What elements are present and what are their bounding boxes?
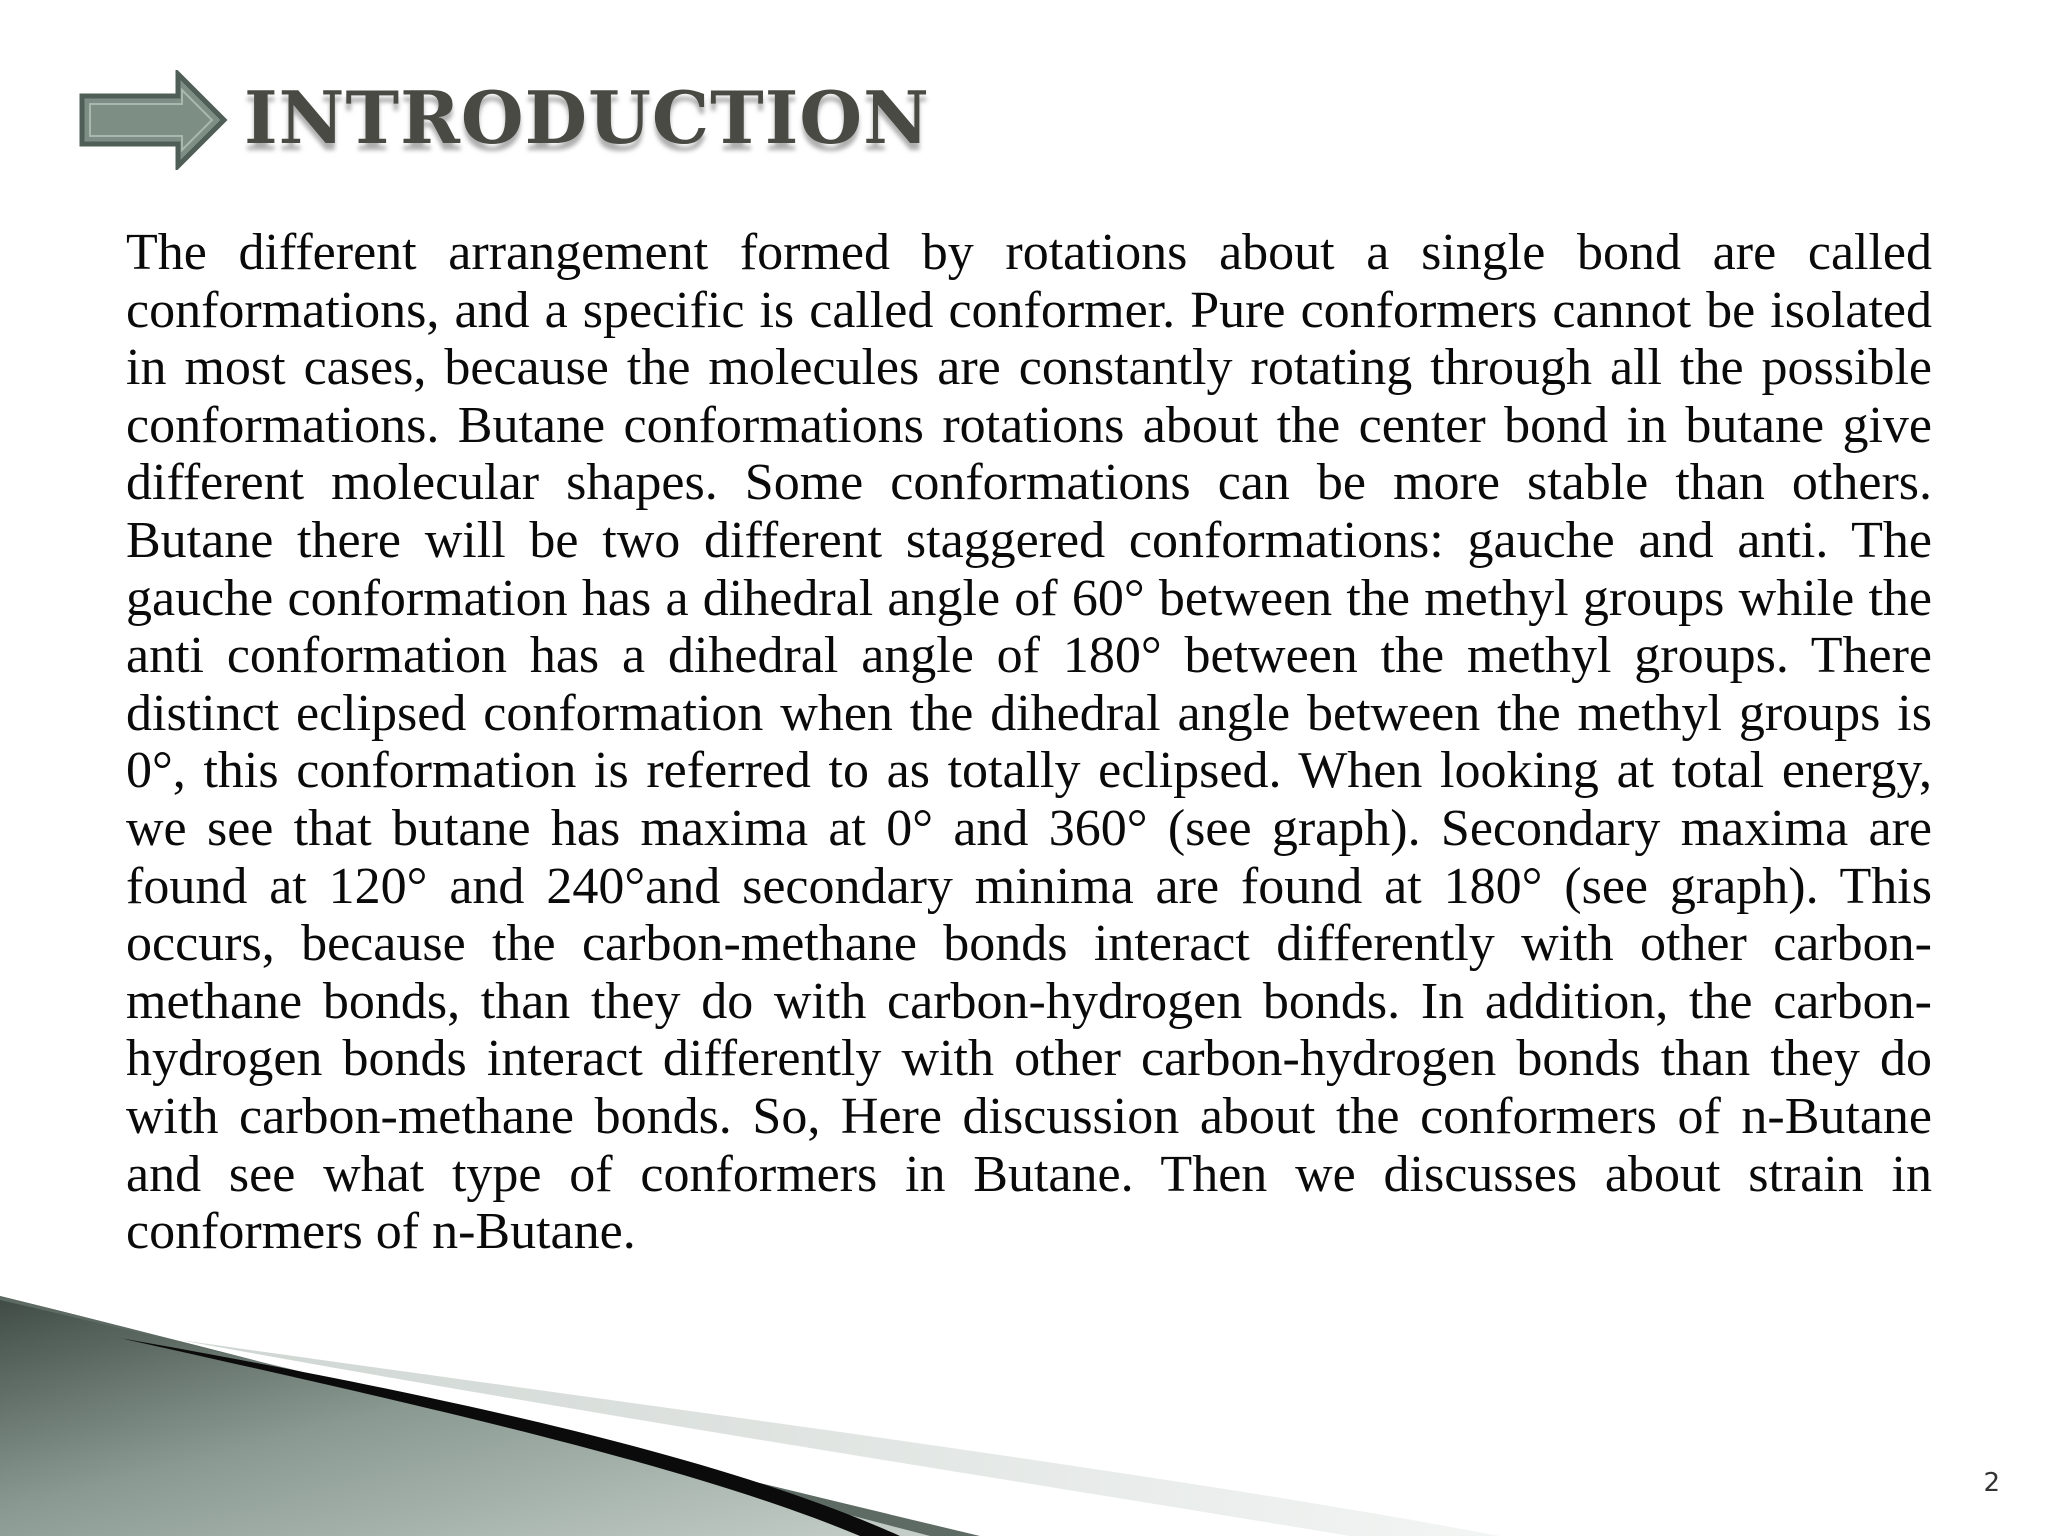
right-arrow-icon: [78, 70, 228, 170]
page-number: 2: [1983, 1468, 2000, 1498]
body-paragraph: The different arrangement formed by rotations about a single bond are called conformations, and a specific is called conformer. Pure conformers cannot be isolated in most cases, because the molecules are constantly rotating through all the possible conformations. Butane conformations rotations about the center bond in butane give different molecular shapes. Some conformations can be more stable than others. Butane there will be two different staggered conformations: gauche and anti. The gauche conformation has a dihedral angle of 60° between the methyl groups while the anti conformation has a dihedral angle of 180° between the methyl groups. There distinct eclipsed conformation when the dihedral angle between the methyl groups is 0°, this conformation is referred to as totally eclipsed. When looking at total energy, we see that butane has maxima at 0° and 360° (see graph). Secondary maxima are found at 120° and 240°and secondary minima are found at 180° (see graph). This occurs, because the carbon-methane bonds interact differently with other carbon-methane bonds, than they do with carbon-hydrogen bonds. In addition, the carbon-hydrogen bonds interact differently with other carbon-hydrogen bonds than they do with carbon-methane bonds. So, Here discussion about the conformers of n-Butane and see what type of conformers in Butane. Then we discusses about strain in conformers of n-Butane.: [126, 224, 1932, 1261]
slide-title: INTRODUCTION: [244, 75, 930, 160]
